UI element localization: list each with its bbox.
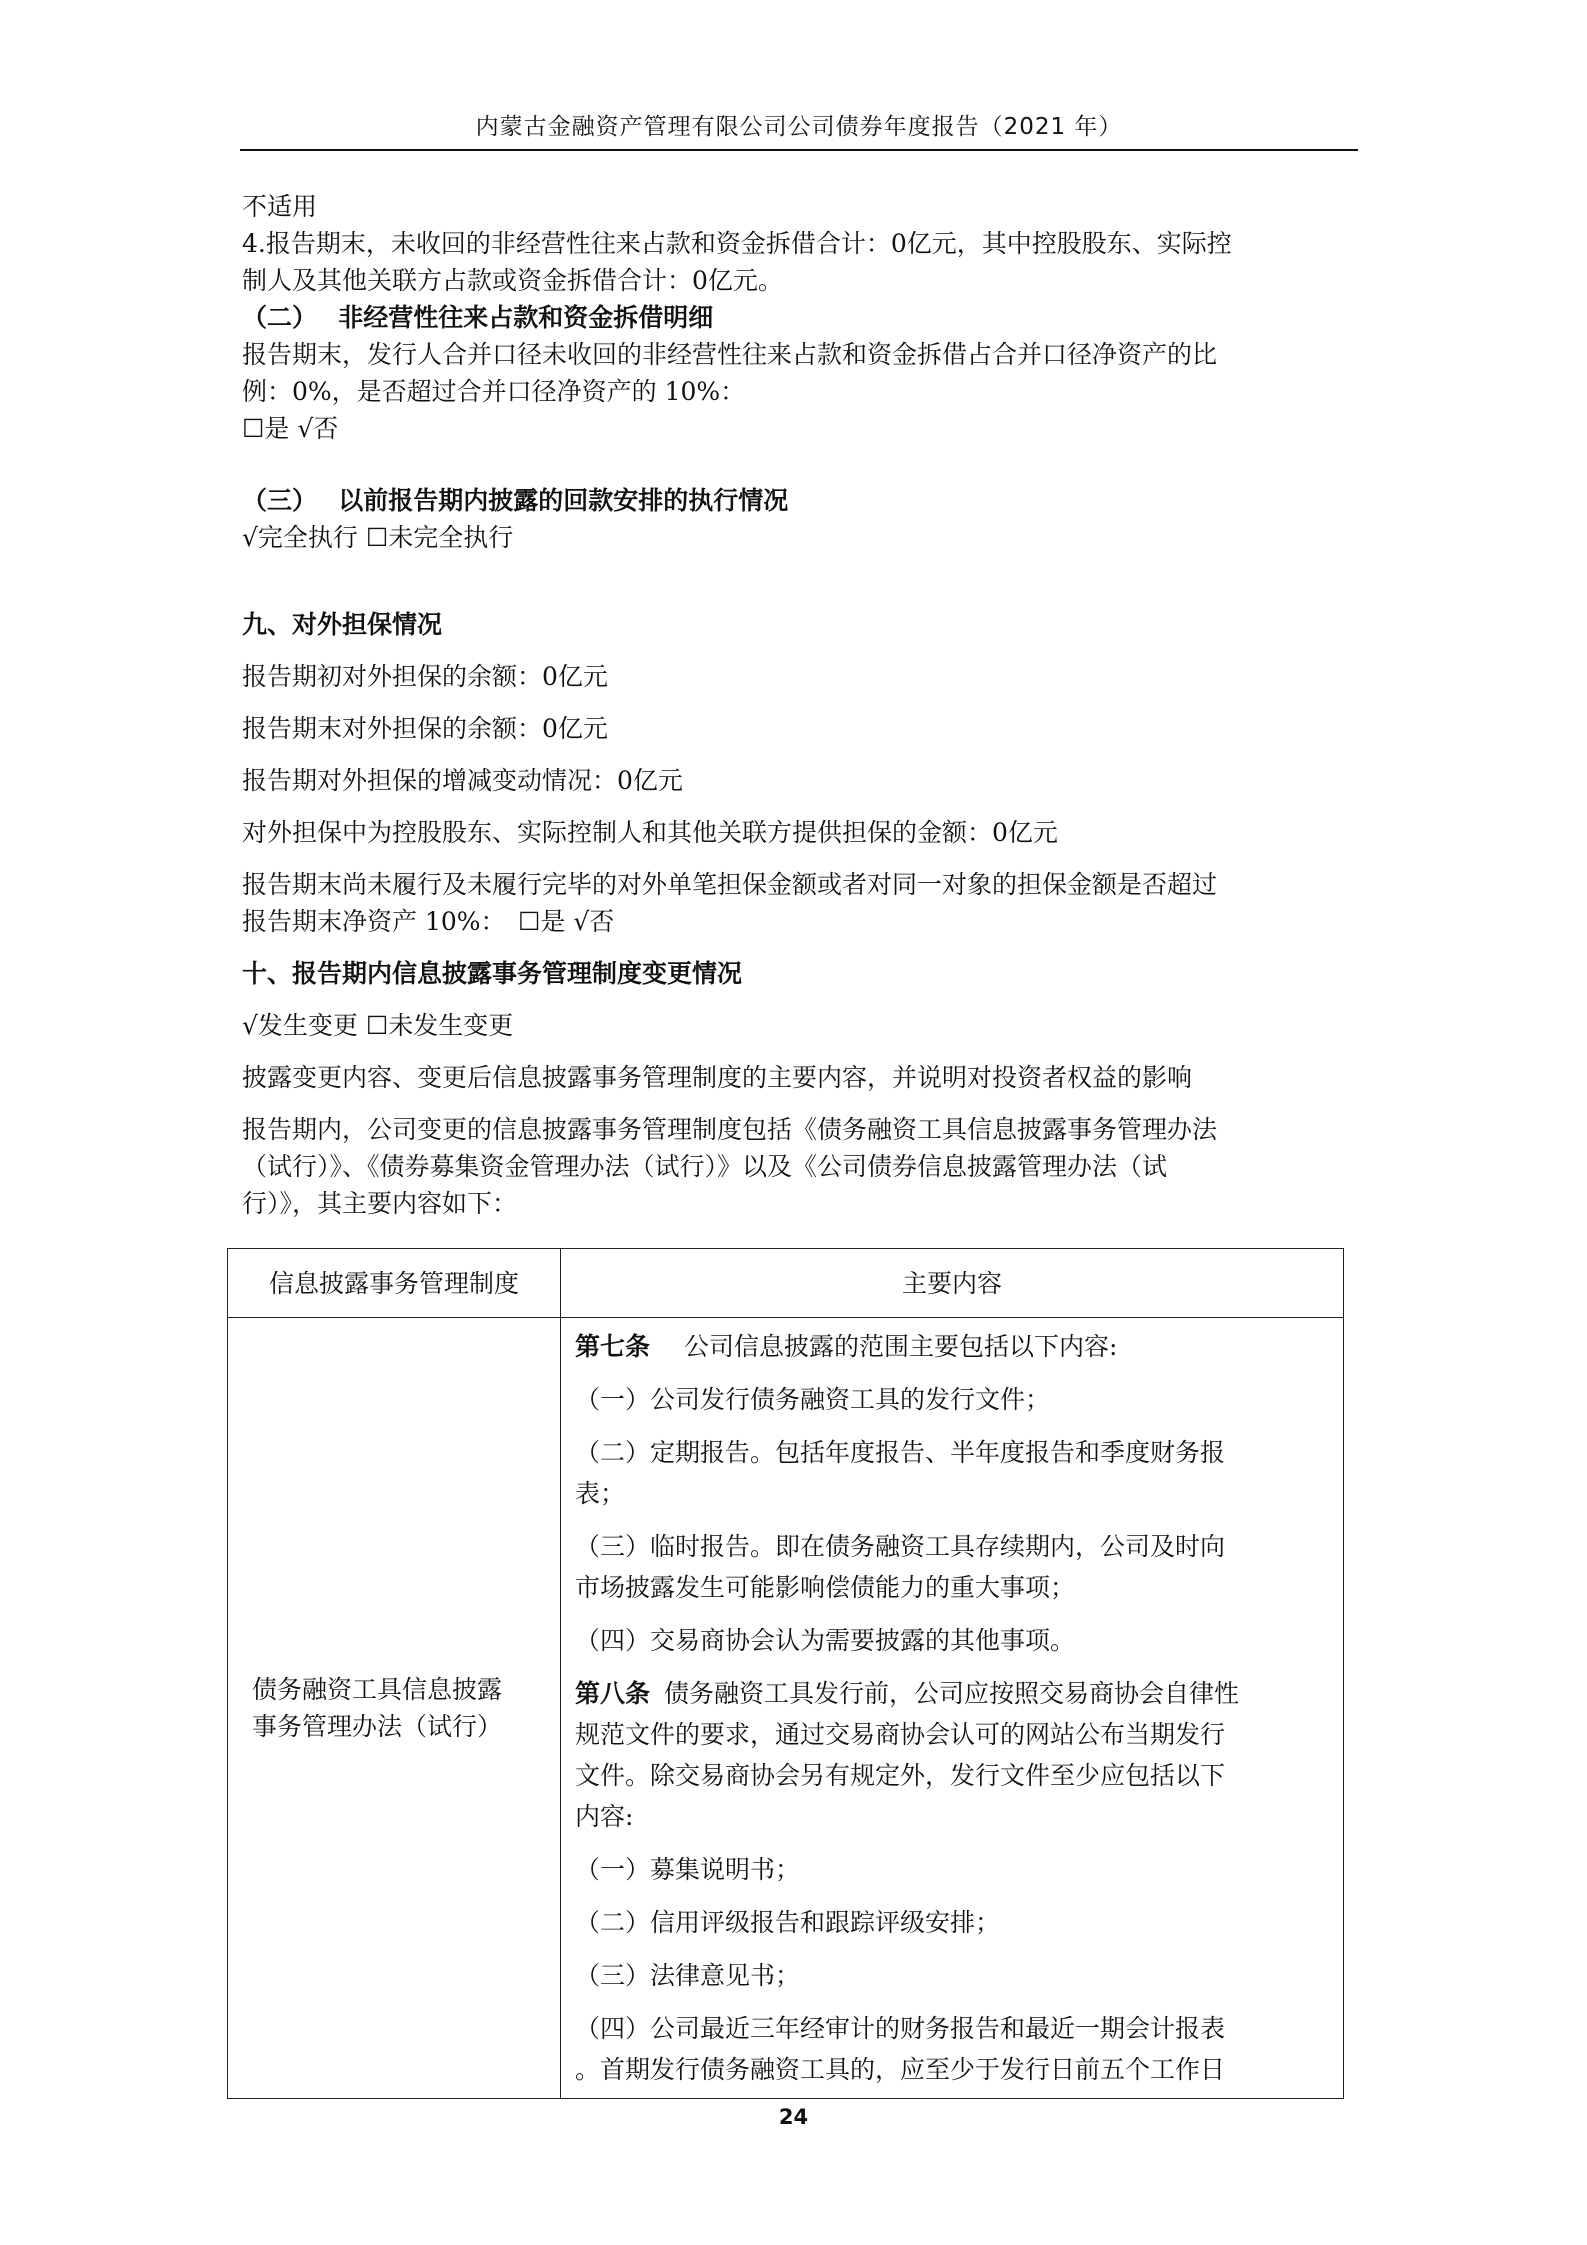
guarantee-threshold-line1: 报告期末尚未履行及未履行完毕的对外单笔担保金额或者对同一对象的担保金额是否超过	[242, 870, 1218, 899]
article-8-item: 。首期发行债务融资工具的，应至少于发行日前五个工作日	[575, 2055, 1226, 2084]
article-7-text: 公司信息披露的范围主要包括以下内容:	[684, 1332, 1118, 1361]
subsection-2-line1: 报告期末，发行人合并口径未收回的非经营性往来占款和资金拆借占合并口径净资产的比	[242, 340, 1218, 369]
header-rule	[240, 149, 1358, 151]
section-10-title: 十、报告期内信息披露事务管理制度变更情况	[242, 959, 743, 988]
article-8-item: （三）法律意见书；	[575, 1961, 801, 1990]
section-10-intro-line3: 行）》，其主要内容如下：	[242, 1189, 518, 1218]
policy-name-cell	[228, 1318, 561, 2099]
subsection-2-title: （二） 非经营性往来占款和资金拆借明细	[242, 303, 714, 332]
article-7-item: （三）临时报告。即在债务融资工具存续期内，公司及时向	[575, 1532, 1226, 1561]
article-7-item: 市场披露发生可能影响偿债能力的重大事项；	[575, 1573, 1076, 1602]
table-row	[228, 1318, 1344, 2099]
guarantee-end-balance: 报告期末对外担保的余额：0亿元	[242, 714, 608, 743]
guarantee-threshold-line2: 报告期末净资产 10%： ☐是 √否	[242, 907, 615, 936]
subsection-3-title: （三） 以前报告期内披露的回款安排的执行情况	[242, 486, 789, 515]
policy-name-line1: 债务融资工具信息披露	[252, 1675, 503, 1704]
item4-line2: 制人及其他关联方占款或资金拆借合计：0亿元。	[242, 266, 783, 295]
policy-name-line2: 事务管理办法（试行）	[252, 1712, 503, 1741]
item4-line1: 4.报告期末，未收回的非经营性往来占款和资金拆借合计：0亿元，其中控股股东、实际控	[242, 229, 1232, 258]
section-10-intro-line1: 报告期内，公司变更的信息披露事务管理制度包括《债务融资工具信息披露事务管理办法	[242, 1115, 1218, 1144]
article-8-line: 文件。除交易商协会另有规定外，发行文件至少应包括以下	[575, 1761, 1226, 1790]
report-body	[242, 188, 1358, 1222]
subsection-2-checkbox: ☐是 √否	[242, 414, 339, 443]
article-8-line: 内容:	[575, 1802, 634, 1831]
section-9-title: 九、对外担保情况	[242, 610, 443, 639]
section-10-description: 披露变更内容、变更后信息披露事务管理制度的主要内容，并说明对投资者权益的影响	[242, 1063, 1193, 1092]
page-number: 24	[778, 2105, 809, 2129]
section-10-checkbox: √发生变更 ☐未发生变更	[242, 1011, 514, 1040]
article-8-line: 规范文件的要求，通过交易商协会认可的网站公布当期发行	[575, 1720, 1226, 1749]
article-7-label: 第七条	[575, 1332, 651, 1361]
disclosure-rules-table	[227, 1248, 1344, 2099]
article-8-line: 债务融资工具发行前，公司应按照交易商协会自律性	[664, 1679, 1240, 1708]
policy-content-cell	[561, 1318, 1344, 2099]
article-8-item: （四）公司最近三年经审计的财务报告和最近一期会计报表	[575, 2014, 1226, 2043]
article-7-item: 表；	[575, 1479, 626, 1508]
subsection-3-checkbox: √完全执行 ☐未完全执行	[242, 523, 514, 552]
guarantee-begin-balance: 报告期初对外担保的余额：0亿元	[242, 662, 608, 691]
guarantee-change: 报告期对外担保的增减变动情况：0亿元	[242, 766, 683, 795]
article-8-item: （二）信用评级报告和跟踪评级安排；	[575, 1908, 1001, 1937]
section-10-intro-line2: （试行）》、《债券募集资金管理办法（试行）》以及《公司债券信息披露管理办法（试	[242, 1152, 1168, 1181]
table-header-content: 主要内容	[561, 1249, 1344, 1318]
not-applicable-text: 不适用	[242, 192, 318, 221]
article-7-item: （四）交易商协会认为需要披露的其他事项。	[575, 1626, 1076, 1655]
page-header: 内蒙古金融资产管理有限公司公司债券年度报告（2021 年）	[475, 114, 1123, 140]
article-7-item: （一）公司发行债务融资工具的发行文件；	[575, 1385, 1051, 1414]
subsection-2-line2: 例：0%，是否超过合并口径净资产的 10%：	[242, 377, 746, 406]
table-header-policy: 信息披露事务管理制度	[228, 1249, 561, 1318]
article-8-item: （一）募集说明书；	[575, 1855, 801, 1884]
article-8-label: 第八条	[575, 1679, 651, 1708]
guarantee-related-party: 对外担保中为控股股东、实际控制人和其他关联方提供担保的金额：0亿元	[242, 818, 1058, 847]
article-7-item: （二）定期报告。包括年度报告、半年度报告和季度财务报	[575, 1438, 1226, 1467]
table-header-row	[228, 1249, 1344, 1318]
